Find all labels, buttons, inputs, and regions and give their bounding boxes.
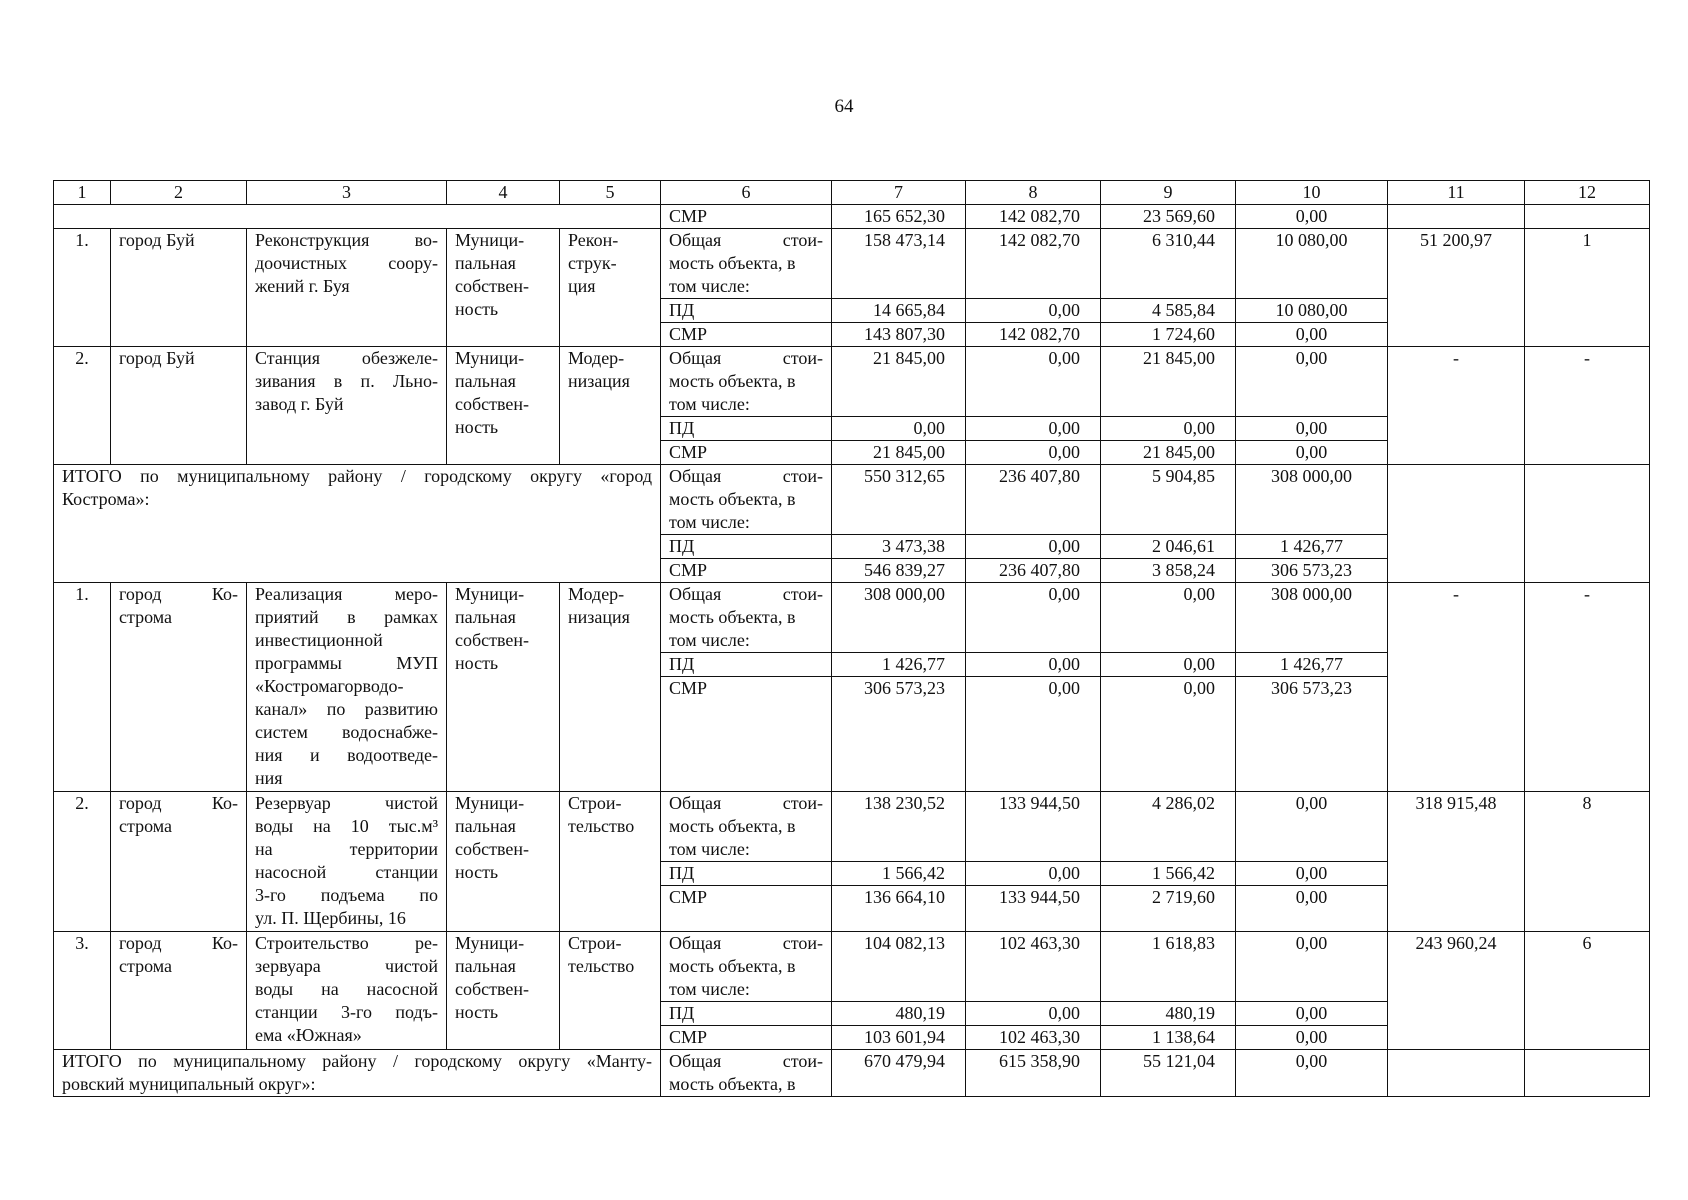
city-line: город Ко-	[119, 933, 238, 953]
total-label-line: Общая стои-	[669, 348, 823, 368]
value-cell: -	[1388, 583, 1525, 792]
object-name-line: Резервуар чистой	[255, 793, 438, 813]
city-line: строма	[119, 956, 172, 976]
col-header: 9	[1101, 181, 1236, 205]
value-cell: 136 664,10	[832, 886, 966, 932]
object-name-line: ема «Южная»	[255, 1025, 362, 1045]
value-cell: 133 944,50	[966, 886, 1101, 932]
work-type-line: Строи-	[568, 933, 622, 953]
value-cell: 306 573,23	[832, 677, 966, 792]
value-cell: 0,00	[1236, 1050, 1388, 1097]
smr-label: СМР	[661, 205, 832, 229]
col-header: 5	[560, 181, 661, 205]
value-cell: 0,00	[966, 862, 1101, 886]
total-label	[661, 1050, 832, 1097]
work-type-cell	[560, 792, 661, 932]
city-cell	[111, 932, 247, 1050]
total-label	[661, 229, 832, 299]
object-name-line: Реализация меро-	[255, 584, 438, 604]
ownership-line: Муници-	[455, 584, 525, 604]
object-name-line: на территории	[255, 839, 438, 859]
value-cell: 0,00	[1236, 792, 1388, 862]
subtotal-label	[54, 1050, 661, 1097]
value-cell: 0,00	[1101, 653, 1236, 677]
empty-cell	[1525, 205, 1650, 229]
object-name-cell	[247, 932, 447, 1050]
value-cell: 670 479,94	[832, 1050, 966, 1097]
value-cell: 6	[1525, 932, 1650, 1050]
col-header: 7	[832, 181, 966, 205]
value-cell: 1 724,60	[1101, 323, 1236, 347]
work-type-cell	[560, 932, 661, 1050]
ownership-line: пальная	[455, 956, 516, 976]
value-cell: 546 839,27	[832, 559, 966, 583]
page-number: 64	[834, 96, 854, 117]
value-cell: 0,00	[1101, 677, 1236, 792]
total-label-line: мость объекта, в	[669, 607, 796, 627]
col-header: 10	[1236, 181, 1388, 205]
pd-label: ПД	[661, 653, 832, 677]
value-cell: 143 807,30	[832, 323, 966, 347]
ownership-line: ность	[455, 299, 499, 319]
total-label-line: мость объекта, в	[669, 816, 796, 836]
column-numbers-row	[54, 181, 1650, 205]
object-name-line: 3-го подъема по	[255, 885, 438, 905]
ownership-cell	[447, 229, 560, 347]
ownership-line: Муници-	[455, 348, 525, 368]
value-cell: 236 407,80	[966, 465, 1101, 535]
value-cell: 142 082,70	[966, 323, 1101, 347]
subtotal-label-line: Кострома»:	[62, 489, 150, 509]
value-cell: 306 573,23	[1236, 559, 1388, 583]
value-cell: 0,00	[966, 417, 1101, 441]
object-name-line: ния	[255, 768, 283, 788]
object-name-line: ния и водоотведе-	[255, 745, 438, 765]
subtotal-label	[54, 465, 661, 583]
ownership-line: собствен-	[455, 979, 530, 999]
total-label-line: Общая стои-	[669, 793, 823, 813]
col-header: 2	[111, 181, 247, 205]
value-cell: 103 601,94	[832, 1026, 966, 1050]
subtotal-row	[54, 1050, 1650, 1097]
value-cell: 0,00	[966, 1002, 1101, 1026]
table-row	[54, 932, 1650, 1002]
row-index: 1.	[54, 229, 111, 347]
total-label-line: мость объекта, в	[669, 253, 796, 273]
value-cell: 1 566,42	[1101, 862, 1236, 886]
row-index: 1.	[54, 583, 111, 792]
table-row	[54, 229, 1650, 299]
subtotal-label-line: ровский муниципальный округ»:	[62, 1074, 316, 1094]
value-cell: 0,00	[1236, 886, 1388, 932]
object-name-line: программы МУП	[255, 653, 438, 673]
city-cell: город Буй	[111, 229, 247, 347]
total-label-line: Общая стои-	[669, 230, 823, 250]
value-cell: 10 080,00	[1236, 299, 1388, 323]
value-cell: 21 845,00	[1101, 347, 1236, 417]
value-cell: 0,00	[1236, 1026, 1388, 1050]
work-type-line: тельство	[568, 956, 635, 976]
table-row	[54, 583, 1650, 653]
object-name-line: Станция обезжеле-	[255, 348, 438, 368]
value-cell: -	[1525, 583, 1650, 792]
work-type-line: низация	[568, 607, 630, 627]
value-cell: 138 230,52	[832, 792, 966, 862]
object-name-line: ул. П. Щербины, 16	[255, 908, 406, 928]
work-type-cell	[560, 583, 661, 792]
total-label-line: том числе:	[669, 630, 750, 650]
object-name-line: воды на насосной	[255, 979, 438, 999]
total-label	[661, 792, 832, 862]
total-label-line: том числе:	[669, 839, 750, 859]
work-type-line: Модер-	[568, 348, 625, 368]
empty-cell	[1388, 1050, 1525, 1097]
carry-smr-row	[54, 205, 1650, 229]
ownership-line: собствен-	[455, 630, 530, 650]
subtotal-label-line: ИТОГО по муниципальному району / городскому округу «Манту-	[62, 1051, 652, 1071]
value-cell: 0,00	[1236, 323, 1388, 347]
value-cell: 308 000,00	[1236, 583, 1388, 653]
value-cell: 0,00	[966, 583, 1101, 653]
total-label-line: мость объекта, в	[669, 956, 796, 976]
total-label-line: том числе:	[669, 512, 750, 532]
work-type-line: Строи-	[568, 793, 622, 813]
pd-label: ПД	[661, 299, 832, 323]
total-label	[661, 347, 832, 417]
value-cell: 243 960,24	[1388, 932, 1525, 1050]
value-cell: 0,00	[966, 653, 1101, 677]
value-cell: 0,00	[1236, 205, 1388, 229]
smr-label: СМР	[661, 886, 832, 932]
col-header: 11	[1388, 181, 1525, 205]
value-cell: 0,00	[1236, 441, 1388, 465]
row-index: 2.	[54, 347, 111, 465]
city-cell	[111, 792, 247, 932]
ownership-line: ность	[455, 417, 499, 437]
value-cell: 1	[1525, 229, 1650, 347]
empty-cell	[1525, 465, 1650, 583]
object-name-line: зервуара чистой	[255, 956, 438, 976]
object-name-line: жений г. Буя	[255, 276, 350, 296]
value-cell: 21 845,00	[832, 441, 966, 465]
value-cell: 55 121,04	[1101, 1050, 1236, 1097]
smr-label: СМР	[661, 323, 832, 347]
object-name-line: насосной станции	[255, 862, 438, 882]
smr-label: СМР	[661, 441, 832, 465]
object-name-line: воды на 10 тыс.м³	[255, 816, 438, 836]
smr-label: СМР	[661, 1026, 832, 1050]
ownership-cell	[447, 792, 560, 932]
ownership-line: пальная	[455, 816, 516, 836]
work-type-line: Рекон-	[568, 230, 619, 250]
pd-label: ПД	[661, 535, 832, 559]
empty-cell	[1525, 1050, 1650, 1097]
value-cell: 0,00	[966, 299, 1101, 323]
city-line: строма	[119, 607, 172, 627]
value-cell: 21 845,00	[832, 347, 966, 417]
object-name-line: зивания в п. Льно-	[255, 371, 438, 391]
ownership-line: ность	[455, 653, 499, 673]
value-cell: 0,00	[1101, 417, 1236, 441]
pd-label: ПД	[661, 417, 832, 441]
city-cell	[111, 583, 247, 792]
total-label	[661, 465, 832, 535]
value-cell: 5 904,85	[1101, 465, 1236, 535]
value-cell: 10 080,00	[1236, 229, 1388, 299]
work-type-line: тельство	[568, 816, 635, 836]
value-cell: 0,00	[966, 441, 1101, 465]
object-name-cell	[247, 229, 447, 347]
col-header: 1	[54, 181, 111, 205]
ownership-line: собствен-	[455, 276, 530, 296]
object-name-line: завод г. Буй	[255, 394, 344, 414]
total-label-line: том числе:	[669, 979, 750, 999]
ownership-line: пальная	[455, 253, 516, 273]
value-cell: 318 915,48	[1388, 792, 1525, 932]
object-name-line: Строительство ре-	[255, 933, 438, 953]
value-cell: 165 652,30	[832, 205, 966, 229]
value-cell: 102 463,30	[966, 932, 1101, 1002]
ownership-line: собствен-	[455, 394, 530, 414]
value-cell: -	[1525, 347, 1650, 465]
ownership-cell	[447, 583, 560, 792]
value-cell: 0,00	[1236, 417, 1388, 441]
value-cell: 0,00	[1236, 1002, 1388, 1026]
value-cell: 1 566,42	[832, 862, 966, 886]
value-cell: 480,19	[1101, 1002, 1236, 1026]
empty-cell	[1388, 465, 1525, 583]
ownership-line: пальная	[455, 371, 516, 391]
value-cell: 1 426,77	[832, 653, 966, 677]
work-type-cell	[560, 229, 661, 347]
value-cell: 1 426,77	[1236, 535, 1388, 559]
city-cell: город Буй	[111, 347, 247, 465]
investment-table	[53, 180, 1650, 1097]
work-type-line: ция	[568, 276, 596, 296]
col-header: 4	[447, 181, 560, 205]
smr-label: СМР	[661, 677, 832, 792]
value-cell: 550 312,65	[832, 465, 966, 535]
row-index: 3.	[54, 932, 111, 1050]
col-header: 8	[966, 181, 1101, 205]
subtotal-row	[54, 465, 1650, 535]
total-label-line: том числе:	[669, 276, 750, 296]
value-cell: 2 719,60	[1101, 886, 1236, 932]
value-cell: 1 618,83	[1101, 932, 1236, 1002]
ownership-line: Муници-	[455, 230, 525, 250]
total-label-line: мость объекта, в	[669, 371, 796, 391]
value-cell: 21 845,00	[1101, 441, 1236, 465]
value-cell: 6 310,44	[1101, 229, 1236, 299]
object-name-line: приятий в рамках	[255, 607, 438, 627]
value-cell: 102 463,30	[966, 1026, 1101, 1050]
value-cell: 3 858,24	[1101, 559, 1236, 583]
city-line: город Ко-	[119, 793, 238, 813]
pd-label: ПД	[661, 862, 832, 886]
work-type-line: Модер-	[568, 584, 625, 604]
empty-cell	[1388, 205, 1525, 229]
value-cell: 0,00	[1101, 583, 1236, 653]
total-label-line: Общая стои-	[669, 584, 823, 604]
value-cell: 236 407,80	[966, 559, 1101, 583]
city-line: город Ко-	[119, 584, 238, 604]
object-name-line: станции 3-го подъ-	[255, 1002, 438, 1022]
object-name-cell	[247, 792, 447, 932]
value-cell: 133 944,50	[966, 792, 1101, 862]
total-label-line: мость объекта, в	[669, 489, 796, 509]
value-cell: 158 473,14	[832, 229, 966, 299]
object-name-line: канал» по развитию	[255, 699, 438, 719]
ownership-line: ность	[455, 1002, 499, 1022]
pd-label: ПД	[661, 1002, 832, 1026]
value-cell: 104 082,13	[832, 932, 966, 1002]
ownership-line: Муници-	[455, 933, 525, 953]
ownership-line: собствен-	[455, 839, 530, 859]
value-cell: 308 000,00	[832, 583, 966, 653]
object-name-line: «Костромагорводо-	[255, 676, 404, 696]
work-type-line: струк-	[568, 253, 617, 273]
total-label	[661, 932, 832, 1002]
ownership-line: Муници-	[455, 793, 525, 813]
total-label-line: Общая стои-	[669, 466, 823, 486]
value-cell: 142 082,70	[966, 229, 1101, 299]
total-label-line: Общая стои-	[669, 1051, 823, 1071]
value-cell: 4 585,84	[1101, 299, 1236, 323]
value-cell: 308 000,00	[1236, 465, 1388, 535]
object-name-line: Реконструкция во-	[255, 230, 438, 250]
value-cell: 0,00	[1236, 347, 1388, 417]
ownership-cell	[447, 932, 560, 1050]
col-header: 12	[1525, 181, 1650, 205]
value-cell: 4 286,02	[1101, 792, 1236, 862]
ownership-line: ность	[455, 862, 499, 882]
value-cell: 0,00	[832, 417, 966, 441]
value-cell: 14 665,84	[832, 299, 966, 323]
value-cell: 0,00	[966, 347, 1101, 417]
value-cell: -	[1388, 347, 1525, 465]
value-cell: 0,00	[966, 535, 1101, 559]
object-name-line: инвестиционной	[255, 630, 383, 650]
value-cell: 23 569,60	[1101, 205, 1236, 229]
city-line: строма	[119, 816, 172, 836]
object-name-cell	[247, 583, 447, 792]
value-cell: 2 046,61	[1101, 535, 1236, 559]
total-label	[661, 583, 832, 653]
value-cell: 306 573,23	[1236, 677, 1388, 792]
object-name-line: доочистных соору-	[255, 253, 438, 273]
col-header: 3	[247, 181, 447, 205]
table-row	[54, 347, 1650, 417]
value-cell: 615 358,90	[966, 1050, 1101, 1097]
total-label-line: том числе:	[669, 394, 750, 414]
value-cell: 0,00	[1236, 932, 1388, 1002]
value-cell: 0,00	[966, 677, 1101, 792]
ownership-cell	[447, 347, 560, 465]
smr-label: СМР	[661, 559, 832, 583]
value-cell: 1 138,64	[1101, 1026, 1236, 1050]
ownership-line: пальная	[455, 607, 516, 627]
total-label-line: мость объекта, в	[669, 1074, 796, 1094]
subtotal-label-line: ИТОГО по муниципальному району / городскому округу «город	[62, 466, 652, 486]
value-cell: 142 082,70	[966, 205, 1101, 229]
object-name-cell	[247, 347, 447, 465]
value-cell: 0,00	[1236, 862, 1388, 886]
object-name-line: систем водоснабже-	[255, 722, 438, 742]
empty-cell	[54, 205, 661, 229]
total-label-line: Общая стои-	[669, 933, 823, 953]
col-header: 6	[661, 181, 832, 205]
value-cell: 3 473,38	[832, 535, 966, 559]
work-type-cell	[560, 347, 661, 465]
table-row	[54, 792, 1650, 862]
row-index: 2.	[54, 792, 111, 932]
work-type-line: низация	[568, 371, 630, 391]
value-cell: 1 426,77	[1236, 653, 1388, 677]
value-cell: 8	[1525, 792, 1650, 932]
value-cell: 480,19	[832, 1002, 966, 1026]
value-cell: 51 200,97	[1388, 229, 1525, 347]
